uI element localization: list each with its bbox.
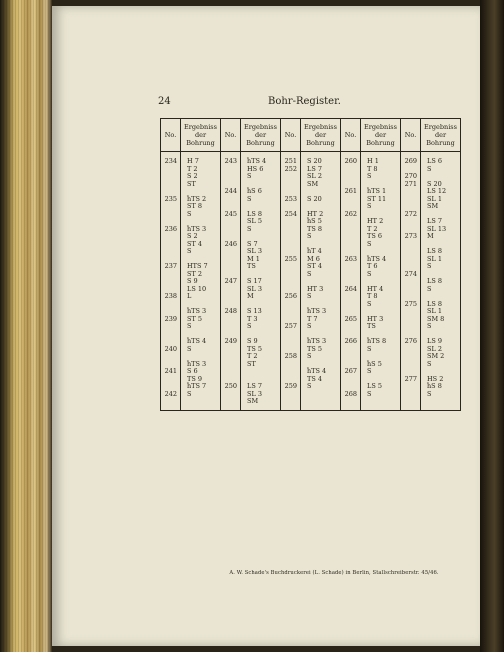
- book-cover-edge: [480, 0, 504, 652]
- bohr-result-line: ST 8: [187, 202, 202, 210]
- bohr-result-line: HT 3: [367, 314, 384, 323]
- bohr-result-line: S: [307, 322, 312, 330]
- bohr-result-line: ĥTS 8: [367, 337, 387, 345]
- bohr-result-line: H 7: [187, 157, 199, 165]
- bohr-number: 268: [344, 389, 357, 398]
- bohr-number: 237: [164, 262, 177, 270]
- bohr-result-line: S: [187, 209, 192, 218]
- bohr-result-line: SM: [247, 397, 259, 405]
- bohr-result-line: TS 5: [307, 344, 322, 353]
- bohr-result-line: S: [247, 172, 252, 180]
- bohr-number: 245: [224, 209, 237, 218]
- bohr-number: 264: [344, 284, 357, 293]
- bohr-result-line: SL 1: [427, 307, 442, 315]
- printer-imprint: A. W. Schade's Buchdruckerei (L. Schade) in Berlin, Stallschreiberstr. 45/46.: [229, 570, 439, 576]
- bohr-result-line: S: [187, 389, 192, 398]
- bohr-number: 257: [284, 322, 297, 330]
- header-no: No.: [281, 119, 301, 152]
- bohr-result-line: HS 6: [247, 164, 264, 173]
- bohr-result-line: S: [427, 262, 432, 270]
- bohr-result-line: S: [307, 232, 312, 240]
- bohr-result-line: S: [307, 269, 312, 278]
- bohr-result-line: S: [367, 202, 372, 210]
- bohr-result-line: ST: [187, 179, 196, 188]
- bohr-result-line: S: [367, 344, 372, 353]
- bohr-number: 262: [344, 209, 357, 218]
- bohr-result-line: S: [307, 352, 312, 360]
- bohr-number: 277: [404, 374, 417, 383]
- bohr-result-line: LS 5: [367, 382, 382, 390]
- bohr-result-line: LS 8: [427, 299, 442, 308]
- bohr-result-line: S 9: [247, 337, 258, 345]
- bohr-result-line: LS 8: [427, 247, 442, 255]
- bohr-result-line: S 6: [187, 367, 198, 375]
- bohr-result-line: ĥTS 1: [367, 187, 387, 195]
- bohr-result-line: TS 5: [247, 344, 262, 353]
- bohr-result-line: LS 8: [427, 277, 442, 285]
- bohr-number: 234: [164, 157, 177, 165]
- bohr-result-line: SL 3: [247, 389, 262, 398]
- bohr-result-line: S 20: [307, 194, 322, 203]
- bohr-number: 259: [284, 382, 297, 390]
- bohr-result-line: SM 2: [427, 352, 445, 360]
- bohr-number: 253: [284, 194, 297, 203]
- number-column: [401, 152, 421, 411]
- bohr-result-line: SL 5: [247, 217, 262, 225]
- bohr-number: 256: [284, 292, 297, 300]
- header-no: No.: [341, 119, 361, 152]
- bohr-result-line: TS: [367, 322, 376, 330]
- bohr-result-line: ĥTS 3: [187, 307, 207, 315]
- bohr-number: 239: [164, 314, 177, 323]
- bohr-result-line: S 2: [187, 172, 198, 180]
- bohr-result-line: T 2: [247, 352, 258, 360]
- bohr-result-line: T 2: [367, 224, 378, 233]
- bohr-result-line: SL 2: [427, 344, 442, 353]
- bohr-result-line: S 9: [187, 277, 198, 285]
- bohr-result-line: S: [427, 322, 432, 330]
- body-row: [161, 152, 461, 411]
- bohr-result-line: ĥS 8: [427, 382, 442, 390]
- bohr-result-line: SL 13: [427, 224, 447, 233]
- bohr-number: 236: [164, 224, 177, 233]
- bohr-number: 275: [404, 299, 417, 308]
- bohr-result-line: ST 2: [187, 269, 202, 278]
- bohr-result-line: LS 7: [427, 217, 442, 225]
- bohr-result-line: ĥTS 4: [307, 367, 327, 375]
- bohr-result-line: TS 6: [367, 232, 382, 240]
- bohr-result-line: LS 10: [187, 284, 207, 293]
- bohr-result-line: S 20: [307, 157, 322, 165]
- bohr-result-line: SL 3: [247, 284, 262, 293]
- bohr-result-line: M 6: [307, 254, 320, 263]
- bohr-result-line: HT 3: [307, 284, 324, 293]
- bohr-number: 238: [164, 292, 177, 300]
- result-column: [241, 152, 281, 411]
- bohr-result-line: S: [367, 389, 372, 398]
- bohr-result-line: SL 1: [427, 194, 442, 203]
- bohr-result-line: S: [367, 269, 372, 278]
- bohr-number: 261: [344, 187, 357, 195]
- bohr-result-line: S: [427, 164, 432, 173]
- bohr-result-line: ST 11: [367, 194, 387, 203]
- bohr-result-line: TS: [247, 262, 256, 270]
- bohr-result-line: HTS 7: [187, 262, 208, 270]
- bohr-number: 240: [164, 344, 177, 353]
- header-no: No.: [221, 119, 241, 152]
- header-ergebniss: Ergebniss der Bohrung: [361, 119, 401, 152]
- number-column: [341, 152, 361, 411]
- bohr-result-line: ĥTS 7: [187, 382, 207, 390]
- bohr-number: 263: [344, 254, 357, 263]
- bohr-result-line: S: [247, 224, 252, 233]
- bohr-result-line: HS 2: [427, 374, 444, 383]
- header-ergebniss: Ergebniss der Bohrung: [181, 119, 221, 152]
- bohr-result-line: S: [307, 382, 312, 390]
- header-ergebniss: Ergebniss der Bohrung: [241, 119, 281, 152]
- bohr-result-line: ST 4: [187, 239, 202, 248]
- bohr-result-line: LS 6: [427, 157, 442, 165]
- bohr-result-line: SM 8: [427, 314, 445, 323]
- bohr-result-line: ST 4: [307, 262, 322, 270]
- bohr-result-line: S: [247, 322, 252, 330]
- bohr-result-line: T 3: [247, 314, 258, 323]
- bohr-result-line: S: [187, 344, 192, 353]
- bohr-result-line: ĥTS 3: [187, 224, 207, 233]
- bohr-result-line: T 7: [307, 314, 318, 323]
- bohr-number: 265: [344, 314, 357, 323]
- bohr-result-line: LS 7: [307, 164, 322, 173]
- bohr-result-line: M: [247, 292, 254, 300]
- bohr-result-line: S 17: [247, 277, 262, 285]
- bohr-result-line: SM: [427, 202, 439, 210]
- bohr-number: 241: [164, 367, 177, 375]
- bohr-number: 267: [344, 367, 357, 375]
- book-page-edges: [0, 0, 52, 652]
- bohr-result-line: ĥS 5: [307, 217, 322, 225]
- bohr-result-line: S: [187, 322, 192, 330]
- bohr-result-line: LS 7: [247, 382, 262, 390]
- bohr-result-line: HT 2: [307, 209, 324, 218]
- bohr-result-line: ĥTS 4: [247, 157, 267, 165]
- bohr-result-line: S: [367, 172, 372, 180]
- bohr-result-line: ĥTS 4: [187, 337, 207, 345]
- bohr-result-line: LS 12: [427, 187, 447, 195]
- bohr-number: 251: [284, 157, 297, 165]
- bohr-number: 269: [404, 157, 417, 165]
- result-column: [301, 152, 341, 411]
- result-column: [421, 152, 461, 411]
- bohr-result-line: TS 9: [187, 374, 202, 383]
- header-no: No.: [401, 119, 421, 152]
- bohr-number: 273: [404, 232, 417, 240]
- bohr-result-line: L: [187, 292, 192, 300]
- bohr-number: 266: [344, 337, 357, 345]
- bohr-result-line: S: [307, 292, 312, 300]
- bohr-result-line: ĥTS 2: [187, 194, 207, 203]
- bohr-result-line: T 8: [367, 292, 378, 300]
- header-no: No.: [161, 119, 181, 152]
- bohr-result-line: S: [367, 299, 372, 308]
- bohr-number: 248: [224, 307, 237, 315]
- bohr-result-line: S: [427, 359, 432, 368]
- bohr-result-line: T 6: [367, 262, 378, 270]
- bohr-result-line: LS 9: [427, 337, 442, 345]
- bohr-result-line: HT 2: [367, 217, 384, 225]
- bohr-result-line: S: [187, 247, 192, 255]
- bohr-result-line: ĥT 4: [307, 247, 322, 255]
- bohr-result-line: ST: [247, 359, 256, 368]
- number-column: [221, 152, 241, 411]
- bohr-number: 274: [404, 269, 417, 278]
- bohr-number: 243: [224, 157, 237, 165]
- page-header: [158, 96, 458, 110]
- bohr-result-line: T 8: [367, 164, 378, 173]
- bohr-number: 244: [224, 187, 237, 195]
- header-ergebniss: Ergebniss der Bohrung: [421, 119, 461, 152]
- header-ergebniss: Ergebniss der Bohrung: [301, 119, 341, 152]
- bohr-result-line: H 1: [367, 157, 379, 165]
- bohr-number: 255: [284, 254, 297, 263]
- page-title: Bohr-Register.: [268, 96, 341, 107]
- bohr-number: 258: [284, 352, 297, 360]
- bohr-result-line: S: [367, 367, 372, 375]
- bohr-result-line: ĥTS 3: [307, 337, 327, 345]
- bohr-result-line: M: [427, 232, 434, 240]
- bohr-result-line: ĥS 6: [247, 187, 262, 195]
- bohr-result-line: S: [367, 239, 372, 248]
- bohr-result-line: HT 4: [367, 284, 384, 293]
- result-column: [181, 152, 221, 411]
- bohr-result-line: S: [427, 389, 432, 398]
- bohr-result-line: SL 1: [427, 254, 442, 263]
- bohr-number: 254: [284, 209, 297, 218]
- number-column: [281, 152, 301, 411]
- page-number: 24: [158, 96, 171, 107]
- bohr-register-table: [160, 118, 461, 411]
- bohr-result-line: TS 8: [307, 224, 322, 233]
- bohr-result-line: S 13: [247, 307, 262, 315]
- bohr-result-line: ĥTS 4: [367, 254, 387, 263]
- bohr-result-line: LS 8: [247, 209, 262, 218]
- bohr-result-line: ĥTS 3: [187, 359, 207, 368]
- bohr-number: 270: [404, 172, 417, 180]
- bohr-result-line: SL 2: [307, 172, 322, 180]
- bohr-number: 235: [164, 194, 177, 203]
- bohr-result-line: S: [247, 194, 252, 203]
- bohr-result-line: SM: [307, 179, 319, 188]
- bohr-number: 250: [224, 382, 237, 390]
- bohr-number: 242: [164, 389, 177, 398]
- bohr-result-line: ST 5: [187, 314, 202, 323]
- bohr-result-line: ĥS 5: [367, 359, 382, 368]
- bohr-result-line: M 1: [247, 254, 260, 263]
- bohr-number: 271: [404, 179, 417, 188]
- bohr-number: 260: [344, 157, 357, 165]
- bohr-result-line: T 2: [187, 164, 198, 173]
- number-column: [161, 152, 181, 411]
- bohr-number: 247: [224, 277, 237, 285]
- bohr-number: 249: [224, 337, 237, 345]
- bohr-number: 276: [404, 337, 417, 345]
- bohr-result-line: S 2: [187, 232, 198, 240]
- bohr-result-line: S 20: [427, 179, 442, 188]
- bohr-result-line: ĥTS 3: [307, 307, 327, 315]
- bohr-number: 252: [284, 164, 297, 173]
- bohr-result-line: SL 3: [247, 247, 262, 255]
- bohr-result-line: S: [427, 284, 432, 293]
- bohr-result-line: TS 4: [307, 374, 322, 383]
- bohr-result-line: S 7: [247, 239, 258, 248]
- bohr-number: 246: [224, 239, 237, 248]
- result-column: [361, 152, 401, 411]
- header-row: [161, 119, 461, 152]
- bohr-number: 272: [404, 209, 417, 218]
